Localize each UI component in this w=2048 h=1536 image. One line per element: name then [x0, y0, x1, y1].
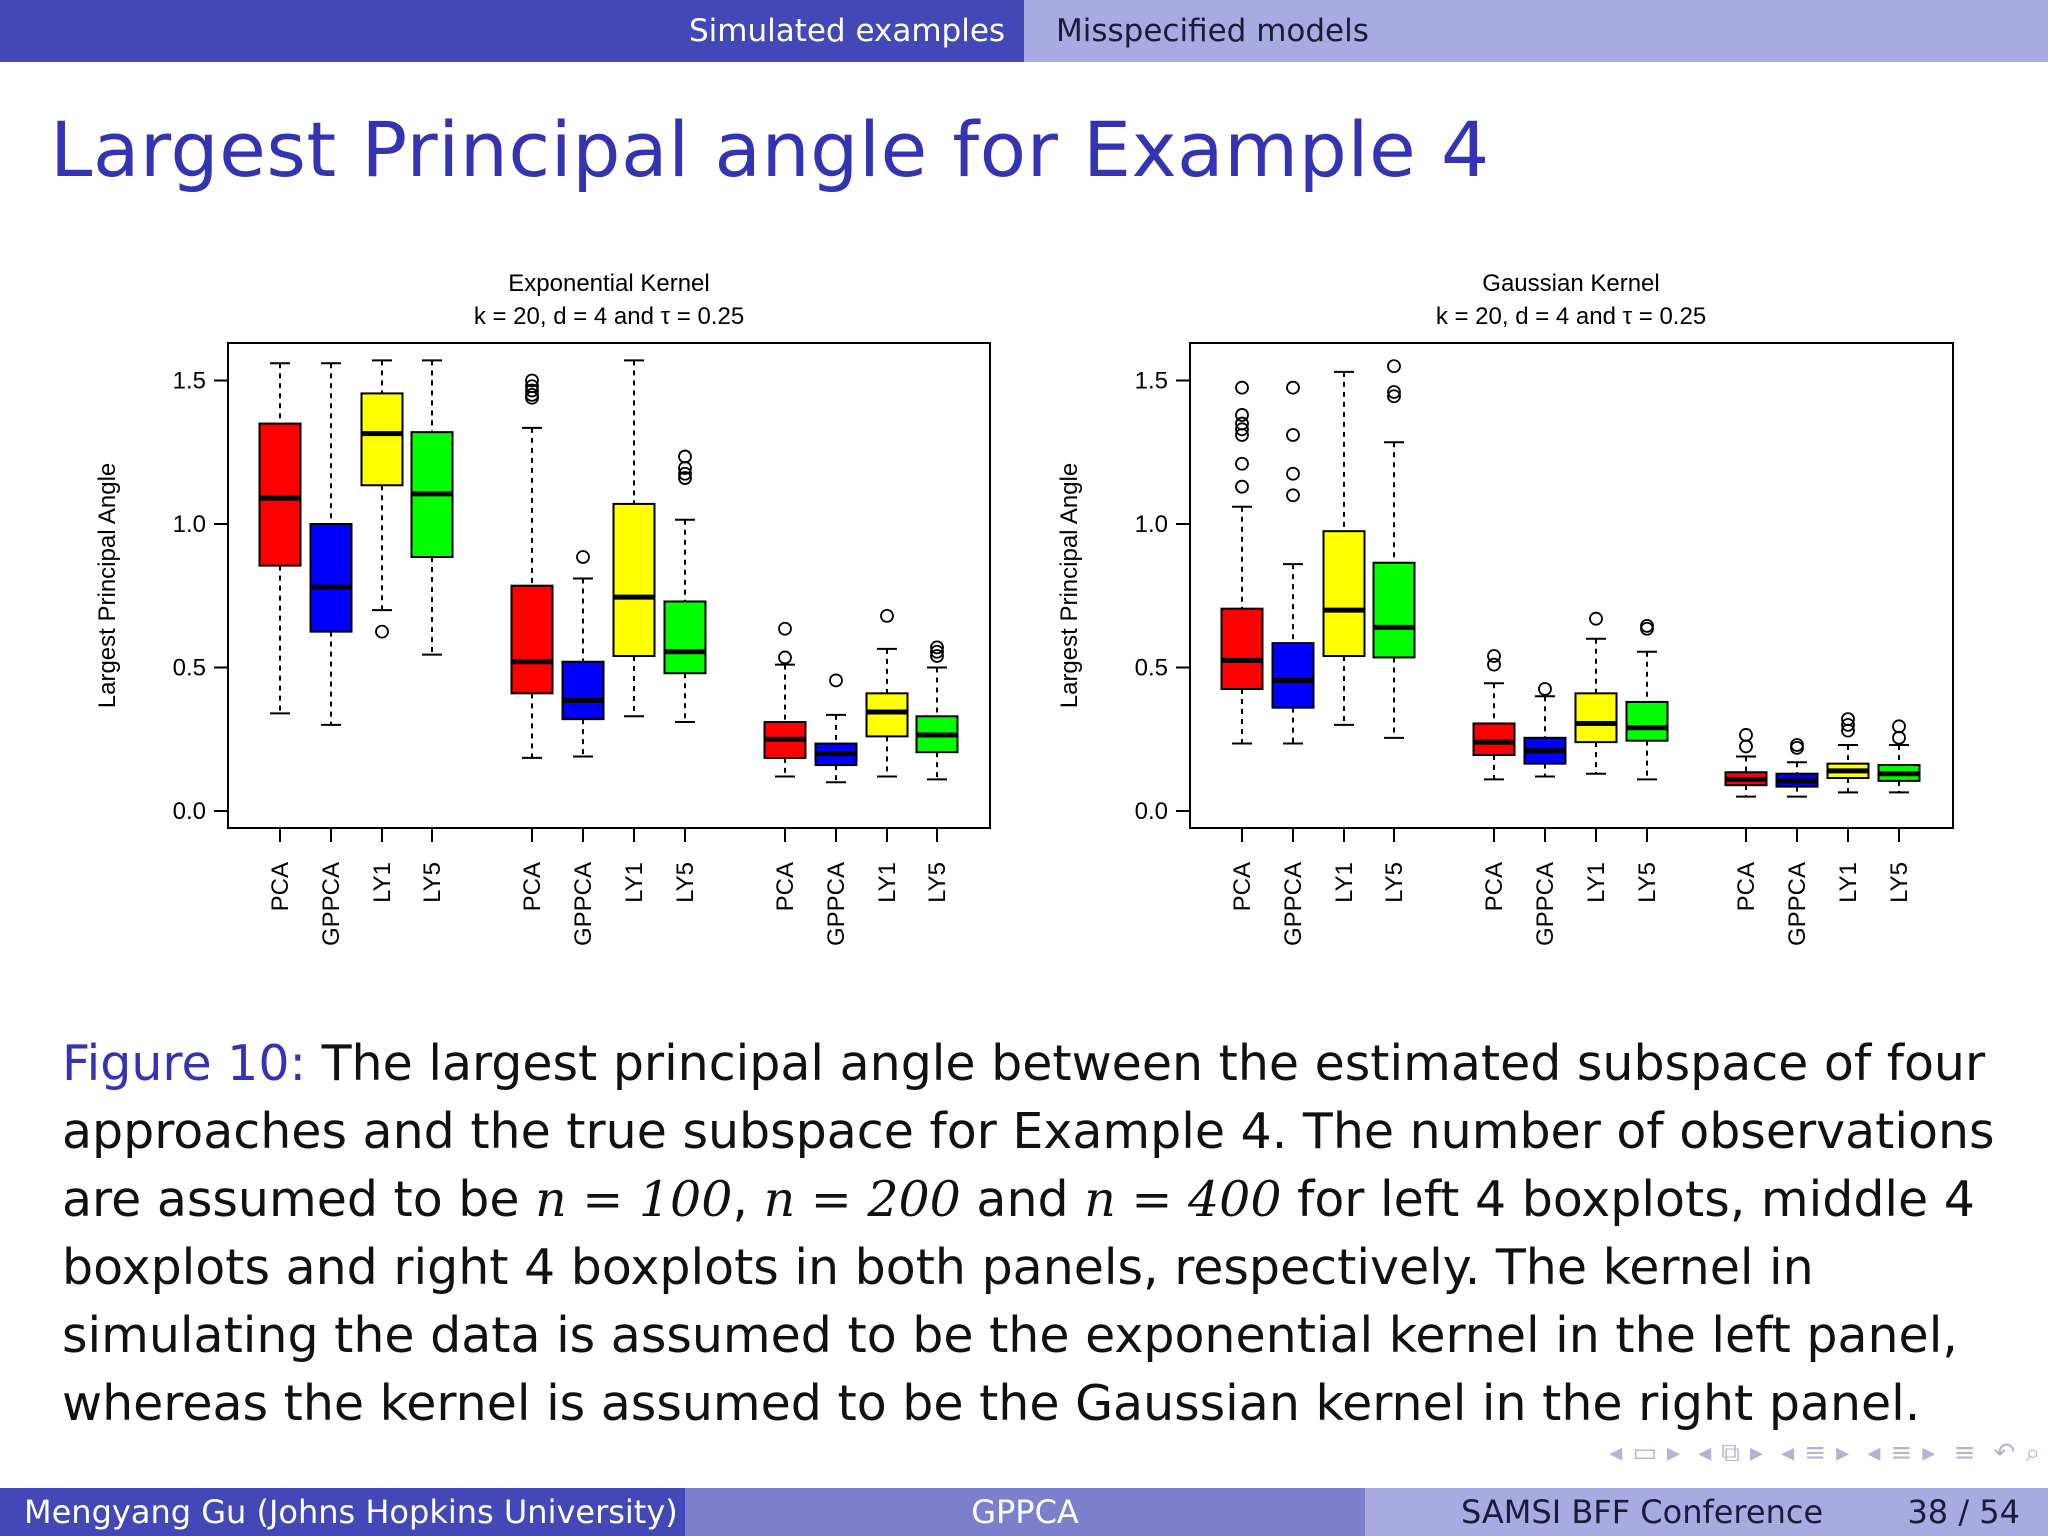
- boxplot-panel-2: [1056, 270, 1953, 946]
- outlier-point: [1641, 623, 1653, 635]
- box-pca-group-3: [765, 623, 806, 912]
- nav-left-arrow-icon[interactable]: ◂: [1867, 1438, 1881, 1468]
- y-tick-label: 0.0: [1134, 798, 1168, 825]
- box-ly5-group-1: [412, 360, 453, 903]
- nav-right-arrow-icon[interactable]: ▸: [1836, 1438, 1850, 1468]
- zoom-icon[interactable]: ⌕: [2025, 1438, 2040, 1468]
- x-tick-label: LY5: [419, 862, 446, 903]
- plot-frame: [1190, 343, 1953, 828]
- box-ly1-group-1: [362, 360, 403, 903]
- box-ly1-group-1: [1324, 372, 1365, 903]
- nav-right-arrow-icon[interactable]: ▸: [1749, 1438, 1763, 1468]
- box-ly5-group-2: [1627, 620, 1668, 903]
- nav-left-arrow-icon[interactable]: ◂: [1698, 1438, 1712, 1468]
- x-tick-label: LY1: [369, 862, 396, 903]
- outlier-point: [1740, 729, 1752, 741]
- frame-icon[interactable]: ▭: [1632, 1438, 1657, 1468]
- iqr-box: [362, 393, 403, 485]
- nav-left-arrow-icon[interactable]: ◂: [1781, 1438, 1795, 1468]
- x-tick-label: PCA: [772, 862, 799, 912]
- box-gppca-group-1: [1273, 382, 1314, 946]
- beamer-nav-controls: [1300, 1438, 2040, 1478]
- chart-title: Gaussian Kernel: [1482, 270, 1660, 297]
- outlier-point: [1488, 650, 1500, 662]
- caption-math-n400: n = 400: [1084, 1171, 1282, 1228]
- x-tick-label: GPPCA: [823, 862, 850, 947]
- box-ly1-group-3: [867, 610, 908, 903]
- x-tick-label: GPPCA: [318, 862, 345, 947]
- y-tick-label: 1.5: [172, 367, 206, 395]
- footer-conference-block: [1365, 1488, 2048, 1536]
- x-tick-label: GPPCA: [570, 862, 597, 947]
- y-tick-label: 0.0: [172, 798, 206, 825]
- box-gppca-group-2: [563, 551, 604, 946]
- iqr-box: [1627, 702, 1668, 741]
- y-axis-label: Largest Principal Angle: [1056, 462, 1083, 709]
- x-tick-label: LY5: [1381, 862, 1408, 903]
- iqr-box: [1273, 643, 1314, 708]
- footer-author: Mengyang Gu (Johns Hopkins University): [0, 1488, 685, 1536]
- x-tick-label: PCA: [1229, 862, 1256, 912]
- outlier-point: [830, 674, 842, 686]
- outlier-point: [1236, 382, 1248, 394]
- outlier-point: [1287, 489, 1299, 501]
- outlier-point: [1236, 481, 1248, 493]
- y-tick-label: 0.5: [172, 654, 206, 682]
- footer-page-number: 38 / 54: [1907, 1493, 2020, 1531]
- iqr-box: [512, 586, 553, 694]
- outlier-point: [1641, 620, 1653, 632]
- iqr-box: [1324, 531, 1365, 656]
- outlier-point: [1388, 360, 1400, 372]
- y-tick-label: 1.5: [1134, 367, 1168, 395]
- boxplot-figure: [0, 265, 2048, 985]
- box-ly5-group-3: [917, 641, 958, 903]
- figure-label: Figure 10:: [62, 1035, 307, 1092]
- box-pca-group-3: [1726, 729, 1767, 911]
- x-tick-label: LY5: [1886, 862, 1913, 903]
- iqr-box: [1576, 693, 1617, 742]
- section-icon[interactable]: ⧉: [1721, 1438, 1740, 1468]
- iqr-box: [1222, 609, 1263, 689]
- nav-right-arrow-icon[interactable]: ▸: [1922, 1438, 1936, 1468]
- outlier-point: [1740, 740, 1752, 752]
- outlier-point: [1287, 468, 1299, 480]
- iqr-box: [1374, 563, 1415, 658]
- footer-conference: SAMSI BFF Conference: [1461, 1493, 1824, 1531]
- caption-sep-2: and: [960, 1171, 1085, 1228]
- box-gppca-group-3: [816, 674, 857, 946]
- iqr-box: [311, 524, 352, 632]
- box-ly1-group-2: [1576, 613, 1617, 903]
- y-tick-label: 1.0: [1134, 511, 1168, 538]
- outlier-point: [1791, 742, 1803, 754]
- footer-short-title: GPPCA: [685, 1488, 1365, 1536]
- outlier-point: [1236, 409, 1248, 421]
- caption-math-n100: n = 100: [535, 1171, 733, 1228]
- outlier-point: [1893, 732, 1905, 744]
- box-gppca-group-2: [1525, 683, 1566, 946]
- x-tick-label: PCA: [519, 862, 546, 912]
- chart-subtitle: k = 20, d = 4 and τ = 0.25: [473, 303, 745, 330]
- x-tick-label: LY5: [1634, 862, 1661, 903]
- outlier-point: [1590, 613, 1602, 625]
- box-pca-group-1: [260, 363, 301, 911]
- x-tick-label: LY1: [1331, 862, 1358, 903]
- box-gppca-group-3: [1777, 739, 1818, 946]
- y-tick-label: 1.0: [172, 511, 206, 538]
- caption-text-1: The largest principal angle between the estimated subspace of four approaches and the true subspace for Example 4. The number of observations are assumed to be: [62, 1035, 1995, 1228]
- section-tab-misspecified-models[interactable]: Misspecified models: [1024, 0, 2048, 62]
- figure-caption: [62, 1030, 2002, 1438]
- outlier-point: [1236, 458, 1248, 470]
- chart-title: Exponential Kernel: [508, 270, 710, 297]
- box-ly5-group-1: [1374, 360, 1415, 903]
- x-tick-label: LY5: [672, 862, 699, 903]
- box-ly1-group-3: [1828, 713, 1869, 903]
- x-tick-label: PCA: [1481, 862, 1508, 912]
- outlier-point: [1287, 382, 1299, 394]
- outlier-point: [1893, 720, 1905, 732]
- outlier-point: [679, 451, 691, 463]
- boxplot-panel-1: [94, 270, 990, 946]
- outlier-point: [577, 551, 589, 563]
- x-tick-label: LY1: [874, 862, 901, 903]
- iqr-box: [1474, 723, 1515, 755]
- x-tick-label: PCA: [1733, 862, 1760, 912]
- iqr-box: [260, 424, 301, 566]
- search-back-icon[interactable]: ↶: [1993, 1438, 2016, 1468]
- x-tick-label: GPPCA: [1532, 862, 1559, 947]
- iqr-box: [563, 662, 604, 719]
- outlier-point: [1287, 429, 1299, 441]
- box-ly5-group-3: [1879, 720, 1920, 903]
- box-pca-group-2: [512, 375, 553, 912]
- outlier-point: [1539, 683, 1551, 695]
- section-tab-simulated-examples[interactable]: Simulated examples: [670, 0, 1024, 62]
- slide-title: Largest Principal angle for Example 4: [50, 105, 1490, 194]
- box-pca-group-2: [1474, 650, 1515, 911]
- y-axis-label: Largest Principal Angle: [94, 462, 121, 709]
- box-pca-group-1: [1222, 382, 1263, 912]
- x-tick-label: PCA: [267, 862, 294, 912]
- x-tick-label: LY5: [924, 862, 951, 903]
- x-tick-label: LY1: [1835, 862, 1862, 903]
- outlier-point: [881, 610, 893, 622]
- subsection-icon[interactable]: ≡: [1804, 1438, 1827, 1468]
- chart-subtitle: k = 20, d = 4 and τ = 0.25: [1435, 303, 1707, 330]
- iqr-box: [867, 693, 908, 736]
- iqr-box: [665, 601, 706, 673]
- section-nav-bar: [0, 0, 2048, 62]
- align-icon[interactable]: ≡: [1953, 1438, 1976, 1468]
- caption-text-2: for left 4 boxplots, middle 4 boxplots and right 4 boxplots in both panels, respectively. The kernel in simulating the data is assumed to be the exponential kernel in the left panel, whereas the kernel is assumed to be the Gaussian kernel in the right panel.: [62, 1171, 1975, 1432]
- outlier-point: [1791, 739, 1803, 751]
- footer-bar: [0, 1488, 2048, 1536]
- box-ly5-group-2: [665, 451, 706, 903]
- x-tick-label: GPPCA: [1280, 862, 1307, 947]
- outlier-point: [779, 651, 791, 663]
- nav-left-arrow-icon[interactable]: ◂: [1609, 1438, 1623, 1468]
- outlier-point: [779, 623, 791, 635]
- x-tick-label: GPPCA: [1784, 862, 1811, 947]
- iqr-box: [614, 504, 655, 656]
- outlier-point: [376, 626, 388, 638]
- subsection-icon[interactable]: ≡: [1890, 1438, 1913, 1468]
- box-ly1-group-2: [614, 360, 655, 903]
- x-tick-label: LY1: [1583, 862, 1610, 903]
- caption-math-n200: n = 200: [763, 1171, 961, 1228]
- box-gppca-group-1: [311, 363, 352, 946]
- x-tick-label: LY1: [621, 862, 648, 903]
- y-tick-label: 0.5: [1134, 654, 1168, 682]
- nav-right-arrow-icon[interactable]: ▸: [1666, 1438, 1680, 1468]
- section-nav-spacer: [0, 0, 670, 62]
- caption-sep-1: ,: [732, 1171, 764, 1228]
